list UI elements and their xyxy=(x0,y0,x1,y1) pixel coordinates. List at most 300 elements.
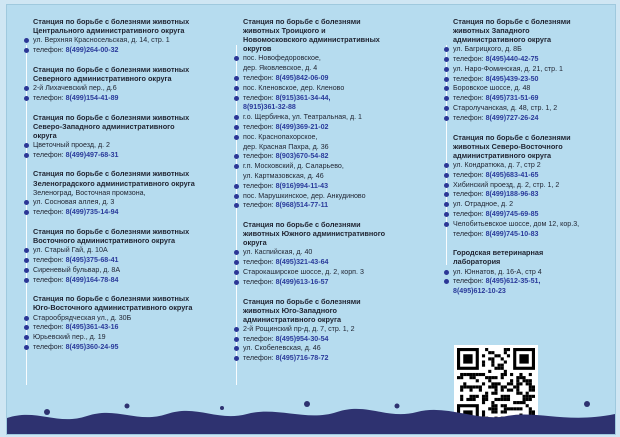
bullet-dot-icon xyxy=(24,345,29,350)
station-title xyxy=(33,294,233,312)
phone-line xyxy=(33,46,233,56)
qr-module xyxy=(516,382,519,385)
phone-number[interactable]: 8(499)497-68-31 xyxy=(65,150,119,159)
station-title-line: Юго-Восточного административного округа xyxy=(33,303,193,313)
bullet-dot-icon xyxy=(444,163,449,168)
station-title xyxy=(453,133,616,160)
address-text: Хибинский проезд, д. 2, стр. 1, 2 xyxy=(453,180,560,189)
phone-number[interactable]: 8(968)514-77-11 xyxy=(275,201,329,210)
bullet-dot-icon xyxy=(234,280,239,285)
qr-module xyxy=(498,367,501,370)
bullet-dot-icon xyxy=(24,316,29,321)
address-line xyxy=(453,104,616,114)
phone-label: телефон: xyxy=(33,256,66,264)
phone-number[interactable]: 8(495)683-41-65 xyxy=(485,170,539,179)
bullet-dot-icon xyxy=(24,278,29,283)
bullet-dot-icon xyxy=(444,212,449,217)
bullet-dot-icon xyxy=(444,202,449,207)
address-line xyxy=(33,189,233,199)
address-line xyxy=(33,36,233,46)
bullet-dot-icon xyxy=(24,335,29,340)
address-line xyxy=(243,248,448,258)
phone-number[interactable]: 8(495)439-23-50 xyxy=(485,74,539,83)
phone-label: телефон: xyxy=(453,55,486,64)
address-text: дер. Яковлевское, д. 4 xyxy=(243,64,318,73)
phone-label: телефон: xyxy=(33,208,66,217)
address-line xyxy=(453,65,616,75)
qr-module xyxy=(504,373,507,376)
phone-number[interactable]: 8(915)361-34-44, xyxy=(275,93,331,102)
bullet-dot-icon xyxy=(234,96,239,101)
column-right xyxy=(453,17,616,306)
qr-module xyxy=(504,360,507,363)
qr-module xyxy=(501,357,504,360)
address-line xyxy=(243,162,448,172)
address-line xyxy=(243,113,448,123)
qr-module xyxy=(498,354,501,357)
phone-label: телефон: xyxy=(243,122,276,131)
address-text: пос. Новофедоровское, xyxy=(243,54,321,63)
address-text: Цветочный проезд, д. 2 xyxy=(33,140,110,149)
bullet-dot-icon xyxy=(444,222,449,227)
phone-label: телефон: xyxy=(453,209,486,218)
address-line xyxy=(243,143,448,153)
address-text: ул. Сосновая аллея, д. 3 xyxy=(33,198,115,207)
qr-module xyxy=(485,348,488,351)
bullet-dot-icon xyxy=(234,270,239,275)
qr-module xyxy=(504,348,507,351)
station-title-line: округа xyxy=(243,238,267,248)
station-title-line: округов xyxy=(243,44,272,54)
qr-module xyxy=(457,376,460,379)
address-line xyxy=(33,314,233,324)
address-line xyxy=(33,266,233,276)
address-line xyxy=(243,84,448,94)
qr-module xyxy=(491,357,494,360)
qr-module xyxy=(491,364,494,367)
phone-line xyxy=(33,343,233,353)
address-line xyxy=(33,198,233,208)
qr-module xyxy=(488,351,491,354)
phone-number[interactable]: 8(499)613-16-57 xyxy=(275,277,329,286)
qr-module xyxy=(507,354,510,357)
phone-label: телефон: xyxy=(453,113,486,122)
station-title-line: животных Южного административного xyxy=(243,229,386,239)
bullet-dot-icon xyxy=(234,154,239,159)
qr-module xyxy=(488,376,491,379)
address-text: ул. Картмазовская, д. 46 xyxy=(243,171,324,180)
phone-line xyxy=(243,258,448,268)
qr-module xyxy=(469,376,472,379)
address-text: Старокаширское шоссе, д. 2, корп. 3 xyxy=(243,268,364,276)
bullet-dot-icon xyxy=(444,116,449,121)
qr-module xyxy=(491,376,494,379)
phone-number[interactable]: 8(495)361-43-16 xyxy=(65,323,119,332)
bullet-dot-icon xyxy=(234,356,239,361)
qr-module xyxy=(488,379,491,382)
address-line xyxy=(453,268,616,278)
station-block xyxy=(243,220,448,287)
phone-label: телефон: xyxy=(243,93,276,102)
phone-number[interactable]: 8(499)264-00-32 xyxy=(65,45,119,54)
phone-line xyxy=(453,94,616,104)
address-text: Сиреневый бульвар, д. 8А xyxy=(33,265,121,274)
bullet-dot-icon xyxy=(234,327,239,332)
station-block xyxy=(243,17,448,211)
phone-label: телефон: xyxy=(453,190,486,199)
qr-module xyxy=(516,379,519,382)
phone-line xyxy=(453,171,616,181)
address-line xyxy=(453,84,616,94)
qr-module xyxy=(529,373,532,376)
qr-module xyxy=(485,376,488,379)
bullet-dot-icon xyxy=(444,47,449,52)
phone-line xyxy=(243,103,448,113)
address-text: Старообрядческая ул., д. 30Б xyxy=(33,313,132,322)
qr-module xyxy=(469,373,472,376)
bullet-dot-icon xyxy=(444,183,449,188)
station-title xyxy=(33,65,233,83)
address-text: ул. Верхняя Красносельская, д. 14, стр. 1 xyxy=(33,36,170,45)
station-title-line: Северного административного округа xyxy=(33,73,172,83)
qr-module xyxy=(519,382,522,385)
qr-module xyxy=(488,357,491,360)
qr-module xyxy=(516,376,519,379)
station-title-line: Станция по борьбе с болезнями животных xyxy=(33,169,190,179)
station-title xyxy=(33,113,233,140)
column-middle xyxy=(243,17,448,373)
address-text: 2-й Рощинский пр-д, д. 7, стр. 1, 2 xyxy=(243,324,355,333)
address-line xyxy=(453,181,616,191)
phone-number[interactable]: 8(499)745-10-83 xyxy=(485,229,539,238)
qr-module xyxy=(463,354,472,363)
bullet-dot-icon xyxy=(234,76,239,81)
phone-label: телефон: xyxy=(243,277,276,286)
bullet-dot-icon xyxy=(444,279,449,284)
address-text: г.п. Московский, д. Саларьево, xyxy=(243,162,344,171)
address-text: ул. Скобелевская, д. 46 xyxy=(243,344,321,353)
phone-line xyxy=(243,94,448,104)
phone-number[interactable]: 8(499)745-69-85 xyxy=(485,209,539,218)
phone-number[interactable]: 8(495)321-43-64 xyxy=(275,258,329,267)
phone-number[interactable]: 8(916)994-11-43 xyxy=(275,181,329,190)
station-title-line: округа xyxy=(33,130,57,140)
qr-module xyxy=(482,360,485,363)
address-text: Старолучанская, д. 48, стр. 1, 2 xyxy=(453,104,558,113)
address-text: ул. Юннатов, д. 16-А, стр 4 xyxy=(453,267,542,276)
phone-label: телефон: xyxy=(243,334,276,343)
qr-module xyxy=(504,370,507,373)
phone-line xyxy=(33,94,233,104)
station-title-line: административного округа xyxy=(243,314,342,324)
station-title-line: Зеленоградского административного округа xyxy=(33,178,195,188)
station-title xyxy=(453,17,616,44)
bullet-dot-icon xyxy=(234,135,239,140)
phone-number[interactable]: 8(495)375-68-41 xyxy=(65,256,119,264)
phone-number[interactable]: 8(495)716-78-72 xyxy=(275,354,329,363)
address-text: ул. Багрицкого, д. 8Б xyxy=(453,45,522,54)
bullet-dot-icon xyxy=(24,200,29,205)
decorative-wave xyxy=(7,388,615,434)
phone-line xyxy=(243,354,448,364)
station-block xyxy=(33,17,233,56)
phone-number[interactable]: 8(495)612-10-23 xyxy=(453,287,506,296)
station-title xyxy=(243,297,448,324)
bullet-dot-icon xyxy=(234,346,239,351)
qr-module xyxy=(479,373,482,376)
address-text: пос. Марушкинское, дер. Анкудиново xyxy=(243,191,366,200)
station-title-line: Центрального административного округа xyxy=(33,26,185,36)
qr-module xyxy=(529,379,532,382)
bullet-dot-icon xyxy=(444,173,449,178)
qr-module xyxy=(460,373,463,376)
bullet-dot-icon xyxy=(444,96,449,101)
phone-number[interactable]: 8(499)735-14-94 xyxy=(65,208,119,217)
phone-label: телефон: xyxy=(453,277,486,286)
bullet-dot-icon xyxy=(444,270,449,275)
qr-module xyxy=(504,351,507,354)
station-title-line: Станция по борьбе с болезнями xyxy=(453,132,571,142)
bullet-dot-icon xyxy=(234,56,239,61)
phone-label: телефон: xyxy=(33,93,66,102)
qr-module xyxy=(482,354,485,357)
station-title-line: Городская ветеринарная xyxy=(453,248,544,258)
bullet-dot-icon xyxy=(24,248,29,253)
address-text: ул. Отрадное, д. 2 xyxy=(453,200,514,209)
qr-module xyxy=(498,382,501,385)
address-line xyxy=(243,64,448,74)
address-line xyxy=(33,333,233,343)
phone-line xyxy=(33,208,233,218)
qr-module xyxy=(507,382,510,385)
bullet-dot-icon xyxy=(24,268,29,273)
station-title xyxy=(243,220,448,247)
phone-line xyxy=(243,152,448,162)
station-title-line: административного округа xyxy=(453,150,552,160)
phone-number[interactable]: 8(499)369-21-02 xyxy=(275,122,329,131)
phone-line xyxy=(33,256,233,266)
phone-number[interactable]: 8(903)670-54-82 xyxy=(275,152,329,161)
station-title-line: животных Западного xyxy=(453,26,530,36)
address-text: 2-й Лихачевский пер., д.6 xyxy=(33,83,117,92)
bullet-dot-icon xyxy=(234,125,239,130)
phone-number[interactable]: 8(495)612-35-51, xyxy=(485,277,541,286)
station-title-line: Станция по борьбе с болезнями животных xyxy=(33,17,190,26)
phone-label: телефон: xyxy=(33,323,66,332)
address-line xyxy=(243,344,448,354)
phone-line xyxy=(453,75,616,85)
phone-label: телефон: xyxy=(33,342,66,351)
bullet-dot-icon xyxy=(24,96,29,101)
qr-module xyxy=(523,376,526,379)
qr-module xyxy=(466,373,469,376)
bullet-dot-icon xyxy=(234,184,239,189)
qr-module xyxy=(476,379,479,382)
station-title-line: Восточного административного округа xyxy=(33,236,176,246)
address-text: ул. Кондратюка, д. 7, стр 2 xyxy=(453,160,541,169)
station-title-line: административного округа xyxy=(453,35,552,45)
bullet-dot-icon xyxy=(234,250,239,255)
address-text: Юрьевский пер., д. 19 xyxy=(33,333,106,342)
phone-label: телефон: xyxy=(33,275,66,284)
address-line xyxy=(453,161,616,171)
phone-line xyxy=(453,287,616,297)
qr-module xyxy=(494,382,497,385)
bullet-dot-icon xyxy=(24,48,29,53)
bullet-dot-icon xyxy=(234,194,239,199)
qr-module xyxy=(498,364,501,367)
address-line xyxy=(243,133,448,143)
qr-module xyxy=(507,348,510,351)
address-line xyxy=(243,192,448,202)
address-line xyxy=(243,54,448,64)
phone-label: телефон: xyxy=(33,150,66,159)
phone-line xyxy=(453,230,616,240)
address-text: ул. Наро-Фоминская, д. 21, стр. 1 xyxy=(453,64,563,73)
qr-module xyxy=(501,364,504,367)
station-block xyxy=(453,133,616,240)
bullet-dot-icon xyxy=(444,192,449,197)
bullet-dot-icon xyxy=(234,337,239,342)
qr-module xyxy=(529,382,532,385)
phone-number[interactable]: 8(499)154-41-89 xyxy=(65,93,119,102)
phone-line xyxy=(243,201,448,211)
phone-line xyxy=(453,114,616,124)
qr-module xyxy=(501,373,504,376)
address-line xyxy=(33,246,233,256)
bullet-dot-icon xyxy=(234,203,239,208)
station-block xyxy=(33,65,233,104)
station-title-line: Станция по борьбе с болезнями xyxy=(243,220,361,230)
address-text: Боровское шоссе, д. 48 xyxy=(453,84,531,93)
address-text: Челобитьевское шоссе, дом 12, кор.3, xyxy=(453,219,580,228)
phone-number[interactable]: 8(499)164-78-84 xyxy=(65,275,119,284)
qr-module xyxy=(482,382,485,385)
phone-line xyxy=(33,151,233,161)
qr-module xyxy=(473,373,476,376)
phone-label: телефон: xyxy=(243,73,276,82)
leaflet-page xyxy=(6,4,616,435)
station-title-line: животных Северо-Восточного xyxy=(453,141,563,151)
station-block xyxy=(33,113,233,161)
qr-module xyxy=(494,376,497,379)
address-line xyxy=(453,45,616,55)
qr-module xyxy=(460,376,463,379)
bullet-dot-icon xyxy=(444,77,449,82)
phone-label: телефон: xyxy=(243,354,276,363)
phone-label: телефон: xyxy=(243,152,276,161)
bullet-dot-icon xyxy=(234,260,239,265)
address-line xyxy=(243,268,448,278)
phone-label: телефон: xyxy=(243,181,276,190)
station-block xyxy=(33,169,233,218)
address-text: г.о. Щербинка, ул. Театральная, д. 1 xyxy=(243,113,362,122)
phone-line xyxy=(453,55,616,65)
qr-module xyxy=(482,373,485,376)
phone-line xyxy=(243,278,448,288)
qr-module xyxy=(491,351,494,354)
qr-module xyxy=(473,376,476,379)
phone-number[interactable]: 8(915)361-32-88 xyxy=(243,103,296,112)
qr-module xyxy=(510,382,513,385)
phone-line xyxy=(453,277,616,287)
bullet-dot-icon xyxy=(234,164,239,169)
phone-label: телефон: xyxy=(453,229,486,238)
address-text: пос. Краснопахорское, xyxy=(243,132,318,141)
address-text: ул. Каспийская, д. 40 xyxy=(243,248,313,257)
phone-number[interactable]: 8(499)188-96-83 xyxy=(485,190,539,199)
station-title xyxy=(243,17,448,53)
station-title-line: животных Юго-Западного xyxy=(243,305,337,315)
phone-label: телефон: xyxy=(243,258,276,267)
station-title-line: Станция по борьбе с болезнями животных xyxy=(33,112,190,122)
phone-line xyxy=(33,276,233,286)
qr-module xyxy=(494,354,497,357)
phone-number[interactable]: 8(495)440-42-75 xyxy=(485,55,539,64)
qr-module xyxy=(519,373,522,376)
qr-module xyxy=(523,379,526,382)
qr-module xyxy=(519,376,522,379)
address-line xyxy=(243,172,448,182)
bullet-dot-icon xyxy=(234,86,239,91)
column-left xyxy=(33,17,233,362)
station-title-line: Станция по борьбе с болезнями xyxy=(243,296,361,306)
phone-line xyxy=(453,210,616,220)
station-title-line: Станция по борьбе с болезнями животных xyxy=(33,227,190,237)
qr-module xyxy=(463,373,466,376)
station-title-line: животных Троицкого и xyxy=(243,26,326,36)
phone-line xyxy=(243,335,448,345)
phone-number[interactable]: 8(495)731-51-69 xyxy=(485,94,539,103)
phone-number[interactable]: 8(499)727-26-24 xyxy=(485,113,539,122)
phone-number[interactable]: 8(495)360-24-95 xyxy=(65,342,119,351)
station-title xyxy=(453,248,616,266)
address-line xyxy=(33,141,233,151)
phone-label: телефон: xyxy=(33,45,66,54)
address-line xyxy=(453,220,616,230)
qr-module xyxy=(491,360,494,363)
bullet-dot-icon xyxy=(444,86,449,91)
qr-module xyxy=(463,382,466,385)
station-title-line: Станция по борьбе с болезнями xyxy=(453,17,571,26)
address-line xyxy=(243,325,448,335)
phone-line xyxy=(243,123,448,133)
station-block xyxy=(243,297,448,364)
qr-module xyxy=(501,367,504,370)
station-title xyxy=(33,169,233,187)
bullet-dot-icon xyxy=(444,67,449,72)
station-block xyxy=(33,227,233,285)
phone-label: телефон: xyxy=(243,201,276,210)
qr-module xyxy=(510,379,513,382)
phone-label: телефон: xyxy=(453,170,486,179)
bullet-dot-icon xyxy=(24,38,29,43)
station-title-line: Станция по борьбе с болезнями xyxy=(243,17,361,26)
bullet-dot-icon xyxy=(234,115,239,120)
qr-module xyxy=(482,364,485,367)
station-block xyxy=(453,17,616,124)
address-text: пос. Кленовское, дер. Кленово xyxy=(243,83,345,92)
phone-label: телефон: xyxy=(453,74,486,83)
address-line xyxy=(453,200,616,210)
bullet-dot-icon xyxy=(24,86,29,91)
station-title-line: Станция по борьбе с болезнями животных xyxy=(33,294,190,304)
bullet-dot-icon xyxy=(24,143,29,148)
phone-number[interactable]: 8(495)954-30-54 xyxy=(275,334,329,343)
phone-number[interactable]: 8(495)842-06-09 xyxy=(275,73,329,82)
phone-line xyxy=(243,74,448,84)
station-block xyxy=(33,294,233,352)
